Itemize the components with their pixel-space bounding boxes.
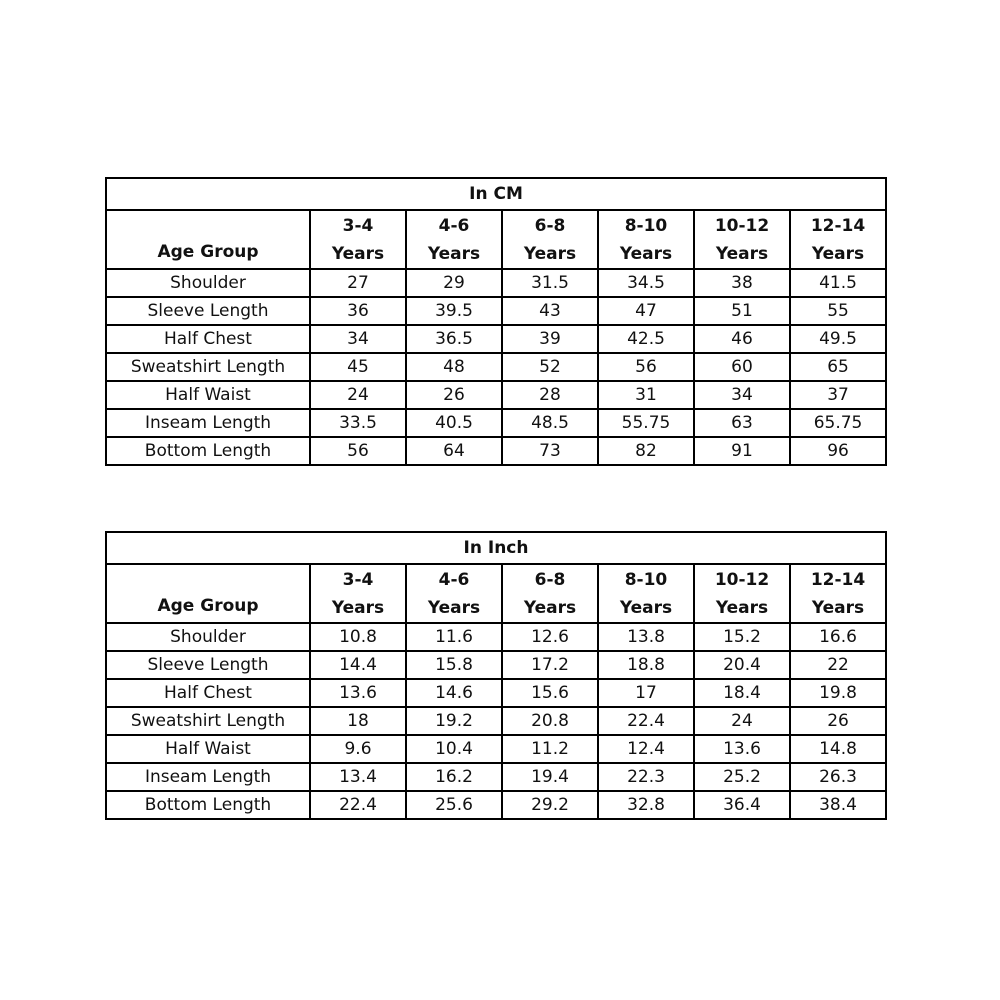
table-row — [106, 381, 886, 409]
measurement-value: 48 — [406, 353, 502, 381]
measurement-value: 39 — [502, 325, 598, 353]
measurement-label: Inseam Length — [106, 763, 310, 791]
measurement-label: Sleeve Length — [106, 297, 310, 325]
measurement-value: 13.6 — [694, 735, 790, 763]
age-group-header: Age Group — [106, 564, 310, 623]
measurement-value: 20.8 — [502, 707, 598, 735]
table-row — [106, 437, 886, 465]
measurement-value: 18.4 — [694, 679, 790, 707]
age-unit: Years — [331, 243, 385, 264]
measurement-value: 36.5 — [406, 325, 502, 353]
age-column-header — [310, 210, 406, 269]
measurement-value: 33.5 — [310, 409, 406, 437]
measurement-value: 42.5 — [598, 325, 694, 353]
measurement-value: 17 — [598, 679, 694, 707]
measurement-value: 18 — [310, 707, 406, 735]
measurement-value: 63 — [694, 409, 790, 437]
age-range: 3-4 — [342, 215, 374, 236]
table-title-row — [106, 178, 886, 210]
age-range: 6-8 — [534, 215, 566, 236]
age-range: 4-6 — [438, 569, 470, 590]
measurement-value: 24 — [694, 707, 790, 735]
measurement-value: 10.8 — [310, 623, 406, 651]
measurement-value: 20.4 — [694, 651, 790, 679]
age-range: 12-14 — [810, 215, 866, 236]
measurement-value: 52 — [502, 353, 598, 381]
measurement-value: 22.3 — [598, 763, 694, 791]
measurement-label: Half Waist — [106, 735, 310, 763]
size-chart-inch-table — [105, 531, 887, 820]
age-unit: Years — [811, 597, 865, 618]
age-column-header — [694, 210, 790, 269]
measurement-value: 64 — [406, 437, 502, 465]
age-unit: Years — [715, 243, 769, 264]
size-chart-cm-table — [105, 177, 887, 466]
measurement-value: 31 — [598, 381, 694, 409]
age-range: 8-10 — [624, 569, 668, 590]
age-unit: Years — [715, 597, 769, 618]
measurement-label: Inseam Length — [106, 409, 310, 437]
measurement-value: 51 — [694, 297, 790, 325]
age-column-header — [790, 210, 886, 269]
measurement-value: 34 — [694, 381, 790, 409]
measurement-value: 15.6 — [502, 679, 598, 707]
measurement-value: 16.6 — [790, 623, 886, 651]
measurement-value: 60 — [694, 353, 790, 381]
measurement-value: 19.2 — [406, 707, 502, 735]
age-unit: Years — [811, 243, 865, 264]
measurement-value: 19.8 — [790, 679, 886, 707]
age-column-header — [502, 210, 598, 269]
measurement-label: Shoulder — [106, 269, 310, 297]
age-column-header — [598, 564, 694, 623]
measurement-value: 29.2 — [502, 791, 598, 819]
table-row — [106, 679, 886, 707]
table-row — [106, 325, 886, 353]
measurement-value: 34.5 — [598, 269, 694, 297]
measurement-value: 13.4 — [310, 763, 406, 791]
measurement-label: Sweatshirt Length — [106, 353, 310, 381]
measurement-value: 13.6 — [310, 679, 406, 707]
measurement-value: 36 — [310, 297, 406, 325]
table-row — [106, 651, 886, 679]
measurement-value: 14.8 — [790, 735, 886, 763]
age-range: 12-14 — [810, 569, 866, 590]
measurement-value: 11.6 — [406, 623, 502, 651]
measurement-value: 39.5 — [406, 297, 502, 325]
age-range: 8-10 — [624, 215, 668, 236]
measurement-value: 37 — [790, 381, 886, 409]
measurement-value: 14.4 — [310, 651, 406, 679]
measurement-value: 12.6 — [502, 623, 598, 651]
measurement-value: 10.4 — [406, 735, 502, 763]
measurement-value: 26.3 — [790, 763, 886, 791]
measurement-value: 28 — [502, 381, 598, 409]
measurement-value: 22.4 — [598, 707, 694, 735]
table-row — [106, 763, 886, 791]
measurement-label: Half Chest — [106, 679, 310, 707]
measurement-value: 41.5 — [790, 269, 886, 297]
age-unit: Years — [619, 243, 673, 264]
measurement-value: 55.75 — [598, 409, 694, 437]
age-range: 10-12 — [714, 569, 770, 590]
measurement-value: 25.6 — [406, 791, 502, 819]
age-unit: Years — [523, 243, 577, 264]
age-column-header — [694, 564, 790, 623]
table-title: In Inch — [106, 532, 886, 564]
measurement-value: 29 — [406, 269, 502, 297]
measurement-value: 55 — [790, 297, 886, 325]
measurement-value: 24 — [310, 381, 406, 409]
measurement-value: 15.2 — [694, 623, 790, 651]
measurement-value: 45 — [310, 353, 406, 381]
measurement-value: 43 — [502, 297, 598, 325]
age-column-header — [598, 210, 694, 269]
measurement-value: 65 — [790, 353, 886, 381]
measurement-value: 91 — [694, 437, 790, 465]
measurement-label: Shoulder — [106, 623, 310, 651]
measurement-value: 22.4 — [310, 791, 406, 819]
table-row — [106, 269, 886, 297]
measurement-value: 13.8 — [598, 623, 694, 651]
measurement-label: Bottom Length — [106, 791, 310, 819]
measurement-value: 36.4 — [694, 791, 790, 819]
measurement-value: 34 — [310, 325, 406, 353]
table-header-row — [106, 564, 886, 623]
measurement-value: 14.6 — [406, 679, 502, 707]
age-column-header — [790, 564, 886, 623]
measurement-value: 17.2 — [502, 651, 598, 679]
age-column-header — [310, 564, 406, 623]
measurement-value: 82 — [598, 437, 694, 465]
measurement-value: 11.2 — [502, 735, 598, 763]
age-range: 3-4 — [342, 569, 374, 590]
age-column-header — [502, 564, 598, 623]
table-title: In CM — [106, 178, 886, 210]
measurement-label: Half Chest — [106, 325, 310, 353]
measurement-value: 73 — [502, 437, 598, 465]
measurement-value: 18.8 — [598, 651, 694, 679]
measurement-value: 32.8 — [598, 791, 694, 819]
table-row — [106, 735, 886, 763]
measurement-value: 16.2 — [406, 763, 502, 791]
measurement-label: Bottom Length — [106, 437, 310, 465]
measurement-value: 38.4 — [790, 791, 886, 819]
measurement-value: 65.75 — [790, 409, 886, 437]
age-unit: Years — [523, 597, 577, 618]
table-row — [106, 623, 886, 651]
table-header-row — [106, 210, 886, 269]
age-unit: Years — [619, 597, 673, 618]
measurement-label: Half Waist — [106, 381, 310, 409]
measurement-value: 15.8 — [406, 651, 502, 679]
measurement-value: 47 — [598, 297, 694, 325]
age-unit: Years — [427, 597, 481, 618]
table-row — [106, 297, 886, 325]
table-row — [106, 353, 886, 381]
age-range: 4-6 — [438, 215, 470, 236]
age-range: 6-8 — [534, 569, 566, 590]
measurement-value: 12.4 — [598, 735, 694, 763]
measurement-value: 96 — [790, 437, 886, 465]
age-column-header — [406, 564, 502, 623]
measurement-value: 46 — [694, 325, 790, 353]
measurement-value: 19.4 — [502, 763, 598, 791]
measurement-value: 56 — [310, 437, 406, 465]
measurement-value: 22 — [790, 651, 886, 679]
measurement-value: 26 — [790, 707, 886, 735]
measurement-label: Sleeve Length — [106, 651, 310, 679]
measurement-value: 40.5 — [406, 409, 502, 437]
measurement-label: Sweatshirt Length — [106, 707, 310, 735]
age-unit: Years — [427, 243, 481, 264]
measurement-value: 49.5 — [790, 325, 886, 353]
table-title-row — [106, 532, 886, 564]
age-unit: Years — [331, 597, 385, 618]
measurement-value: 26 — [406, 381, 502, 409]
age-column-header — [406, 210, 502, 269]
measurement-value: 9.6 — [310, 735, 406, 763]
measurement-value: 25.2 — [694, 763, 790, 791]
table-row — [106, 791, 886, 819]
age-range: 10-12 — [714, 215, 770, 236]
measurement-value: 38 — [694, 269, 790, 297]
measurement-value: 48.5 — [502, 409, 598, 437]
measurement-value: 56 — [598, 353, 694, 381]
table-row — [106, 409, 886, 437]
measurement-value: 31.5 — [502, 269, 598, 297]
table-row — [106, 707, 886, 735]
measurement-value: 27 — [310, 269, 406, 297]
age-group-header: Age Group — [106, 210, 310, 269]
